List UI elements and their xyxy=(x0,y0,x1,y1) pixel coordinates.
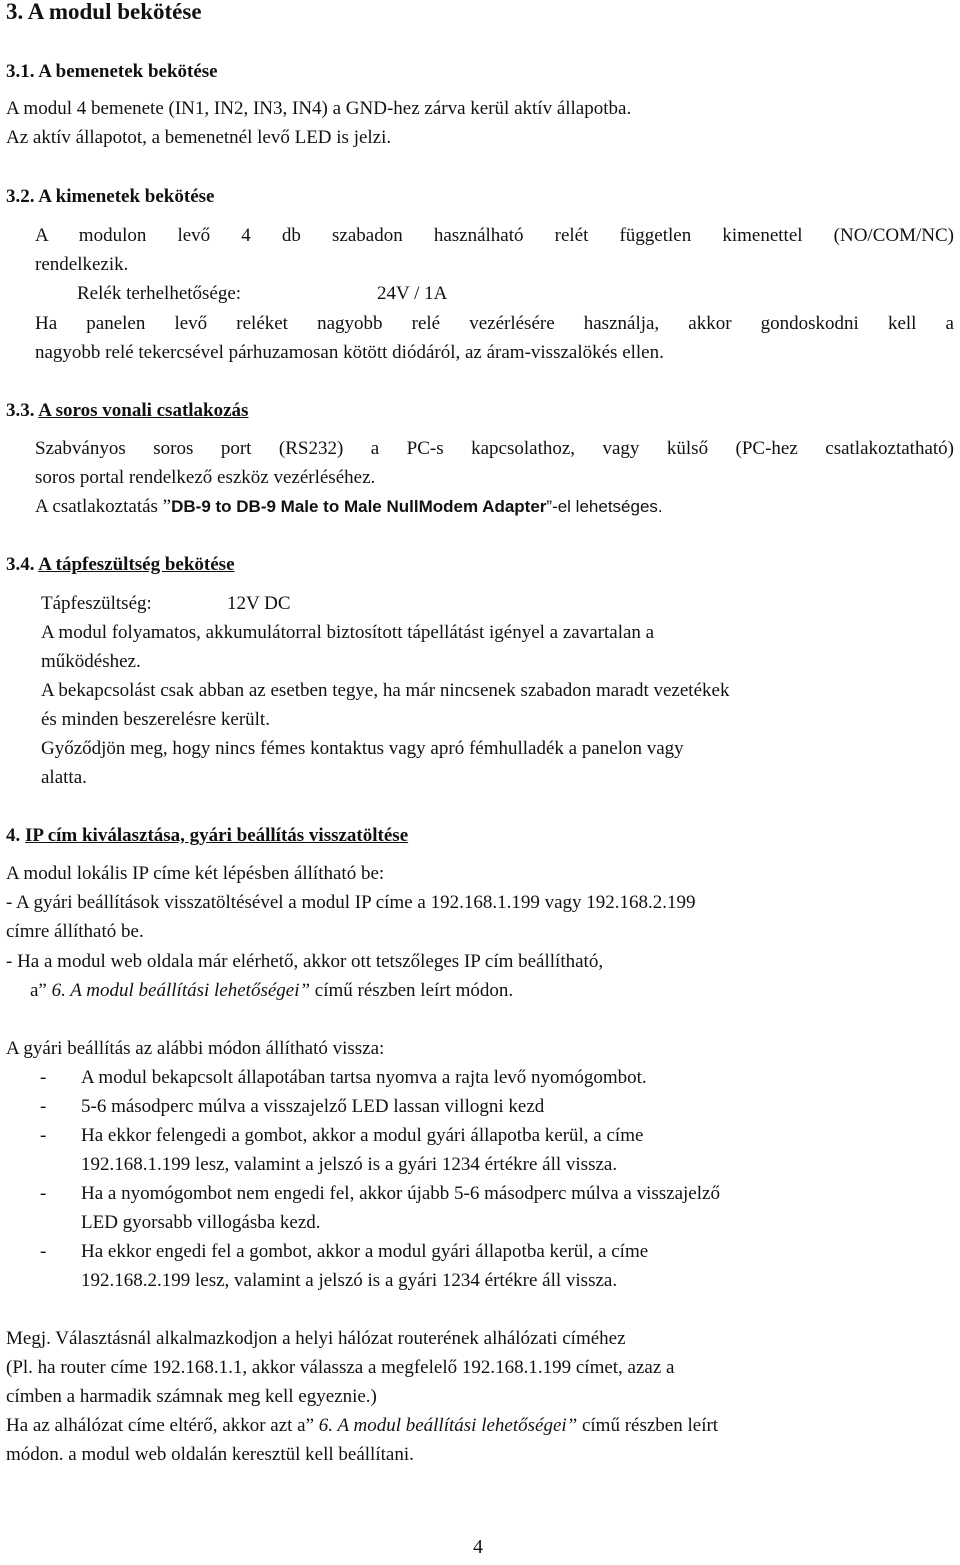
list-item-continuation: LED gyorsabb villogásba kezd. xyxy=(81,1212,321,1233)
note-line: Megj. Választásnál alkalmazkodjon a helyi hálózat routerének alhálózati címéhez xyxy=(6,1328,626,1349)
section-3-2-heading xyxy=(6,185,214,209)
supply-label: Tápfeszültség: xyxy=(41,593,152,614)
list-bullet: - xyxy=(40,1096,47,1117)
section-3-4-heading xyxy=(6,553,235,577)
section-number: 3.3. xyxy=(6,400,35,421)
paragraph-line: - Ha a modul web oldala már elérhető, akkor ott tetszőleges IP cím beállítható, xyxy=(6,951,604,972)
note-reference: 6. A modul beállítási lehetőségei” xyxy=(318,1415,578,1436)
note-line: címben a harmadik számnak meg kell egyeznie.) xyxy=(6,1386,377,1407)
paragraph-line: A modul lokális IP címe két lépésben állítható be: xyxy=(6,863,385,884)
paragraph-line: rendelkezik. xyxy=(35,254,129,275)
paragraph-line: Ha panelen levő reléket nagyobb relé vezérlésére használja, akkor gondoskodni kell a xyxy=(35,313,954,334)
section-title: A soros vonali csatlakozás xyxy=(38,400,249,421)
paragraph-line: alatta. xyxy=(41,767,87,788)
section-3-3-heading xyxy=(6,399,248,423)
section-number: 3.4. xyxy=(6,554,35,575)
list-bullet: - xyxy=(40,1241,47,1262)
list-item: 5-6 másodperc múlva a visszajelző LED lassan villogni kezd xyxy=(81,1096,545,1117)
section-3-1-heading: 3.1. A bemenetek bekötése xyxy=(6,61,218,82)
adapter-line xyxy=(35,495,663,519)
list-item-continuation: 192.168.2.199 lesz, valamint a jelszó is a gyári 1234 értékre áll vissza. xyxy=(81,1270,618,1291)
reference-line xyxy=(30,979,513,1003)
paragraph-line: - A gyári beállítások visszatöltésével a modul IP címe a 192.168.1.199 vagy 192.168.2.199 xyxy=(6,892,696,913)
section-number: 4. xyxy=(6,825,21,846)
list-bullet: - xyxy=(40,1183,47,1204)
section-3-heading: 3. A modul bekötése xyxy=(6,0,202,24)
section-title: IP cím kiválasztása, gyári beállítás visszatöltése xyxy=(25,825,409,846)
reset-intro: A gyári beállítás az alábbi módon állítható vissza: xyxy=(6,1038,385,1059)
paragraph-line: soros portal rendelkező eszköz vezérléséhez. xyxy=(35,467,376,488)
paragraph-line: működéshez. xyxy=(41,651,141,672)
paragraph-line: Győződjön meg, hogy nincs fémes kontaktus vagy apró fémhulladék a panelon vagy xyxy=(41,738,684,759)
section-title: A tápfeszültség bekötése xyxy=(38,554,235,575)
paragraph-line: A modul folyamatos, akkumulátorral biztosított tápellátást igényel a zavartalan a xyxy=(41,622,655,643)
list-item: Ha ekkor engedi fel a gombot, akkor a modul gyári állapotba kerül, a címe xyxy=(81,1241,649,1262)
section-number: 3.2. xyxy=(6,186,35,207)
section-4-heading xyxy=(6,824,408,848)
list-item: Ha a nyomógombot nem engedi fel, akkor újabb 5-6 másodperc múlva a visszajelző xyxy=(81,1183,720,1204)
paragraph-line: Szabványos soros port (RS232) a PC-s kapcsolathoz, vagy külső (PC-hez csatlakoztatható) xyxy=(35,438,954,459)
note-line: módon. a modul web oldalán keresztül kell beállítani. xyxy=(6,1444,414,1465)
note-line: (Pl. ha router címe 192.168.1.1, akkor válassza a megfelelő 192.168.1.199 címet, azaz a xyxy=(6,1357,675,1378)
section-title: A kimenetek bekötése xyxy=(38,186,215,207)
adapter-suffix: ”-el lehetséges. xyxy=(546,497,663,516)
paragraph-line: nagyobb relé tekercsével párhuzamosan kötött diódáról, az áram-visszalökés ellen. xyxy=(35,342,664,363)
paragraph-line: A bekapcsolást csak abban az esetben tegye, ha már nincsenek szabadon maradt vezetékek xyxy=(41,680,730,701)
list-bullet: - xyxy=(40,1067,47,1088)
paragraph-line: és minden beszerelésre került. xyxy=(41,709,270,730)
reference-prefix: a” xyxy=(30,980,52,1001)
paragraph-line: A modulon levő 4 db szabadon használható relét független kimenettel (NO/COM/NC) xyxy=(35,225,954,246)
relay-load-value: 24V / 1A xyxy=(377,283,448,304)
note-suffix: című részben leírt xyxy=(577,1415,719,1436)
list-bullet: - xyxy=(40,1125,47,1146)
list-item-continuation: 192.168.1.199 lesz, valamint a jelszó is a gyári 1234 értékre áll vissza. xyxy=(81,1154,618,1175)
adapter-prefix: A csatlakoztatás ” xyxy=(35,496,172,517)
adapter-name: DB-9 to DB-9 Male to Male NullModem Adapter xyxy=(171,497,547,516)
relay-load-label: Relék terhelhetősége: xyxy=(77,283,242,304)
page-number: 4 xyxy=(473,1536,483,1558)
note-prefix: Ha az alhálózat címe eltérő, akkor azt a” xyxy=(6,1415,319,1436)
paragraph-line: A modul 4 bemenete (IN1, IN2, IN3, IN4) a GND-hez zárva kerül aktív állapotba. xyxy=(6,98,632,119)
paragraph-line: címre állítható be. xyxy=(6,921,144,942)
reference-section: 6. A modul beállítási lehetőségei” xyxy=(51,980,311,1001)
list-item: A modul bekapcsolt állapotában tartsa nyomva a rajta levő nyomógombot. xyxy=(81,1067,647,1088)
list-item: Ha ekkor felengedi a gombot, akkor a modul gyári állapotba kerül, a címe xyxy=(81,1125,644,1146)
reference-suffix: című részben leírt módon. xyxy=(310,980,514,1001)
supply-value: 12V DC xyxy=(227,593,291,614)
paragraph-line: Az aktív állapotot, a bemenetnél levő LED is jelzi. xyxy=(6,127,392,148)
note-line xyxy=(6,1414,718,1438)
